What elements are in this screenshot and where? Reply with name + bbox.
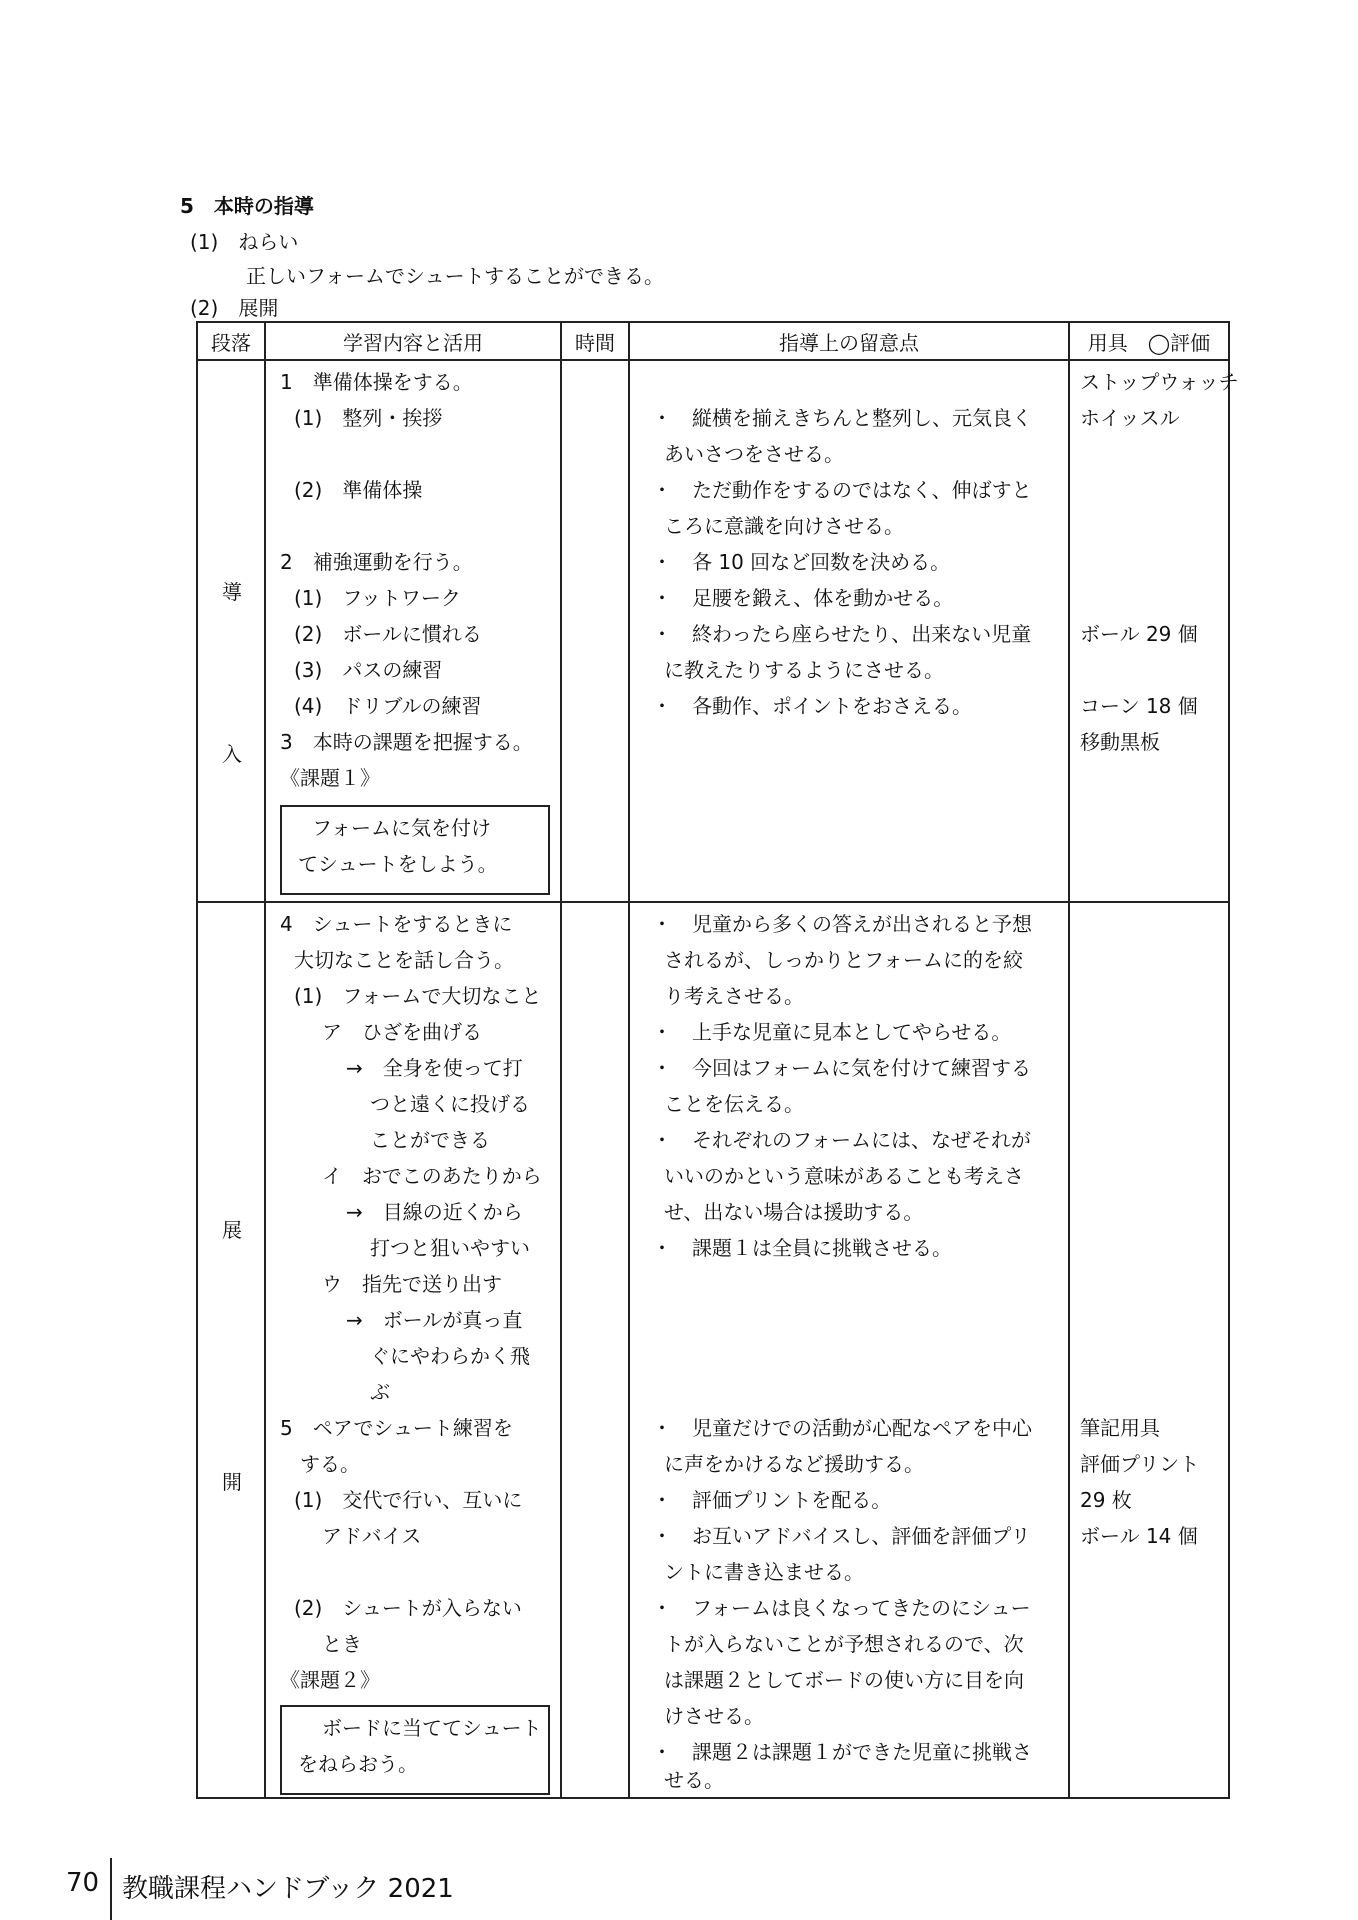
list-item: つと遠くに投げる — [370, 1092, 530, 1116]
task-2-line-2: をねらおう。 — [298, 1752, 418, 1776]
list-item: ・ フォームは良くなってきたのにシュー — [652, 1596, 1031, 1620]
stage-intro-char-1: 導 — [222, 580, 242, 604]
list-item: する。 — [300, 1452, 360, 1476]
list-item: ・ 各 10 回など回数を決める。 — [652, 550, 951, 574]
list-item: 1 準備体操をする。 — [280, 370, 473, 394]
list-item: 29 枚 — [1080, 1488, 1132, 1512]
list-item: → 全身を使って打 — [346, 1056, 523, 1080]
table-row-intro — [197, 360, 1229, 902]
list-item: 4 シュートをするときに — [280, 912, 513, 936]
list-item: ことができる — [370, 1128, 490, 1152]
header-time: 時間 — [561, 322, 629, 360]
list-item: (2) 準備体操 — [294, 478, 423, 502]
list-item: イ おでこのあたりから — [322, 1164, 542, 1188]
aim-text: 正しいフォームでシュートすることができる。 — [246, 264, 664, 288]
list-item: トが入らないことが予想されるので、次 — [664, 1632, 1024, 1656]
list-item: あいさつをさせる。 — [664, 442, 844, 466]
development-label: (2) 展開 — [190, 296, 279, 320]
list-item: (1) 整列・挨拶 — [294, 406, 443, 430]
list-item: されるが、しっかりとフォームに的を絞 — [664, 948, 1023, 972]
list-item: 打つと狙いやすい — [370, 1236, 530, 1260]
list-item: ・ 縦横を揃えきちんと整列し、元気良く — [652, 406, 1032, 430]
list-item: ぐにやわらかく飛 — [370, 1344, 530, 1368]
list-item: (2) ボールに慣れる — [294, 622, 482, 646]
list-item: 3 本時の課題を把握する。 — [280, 730, 533, 754]
list-item: ア ひざを曲げる — [322, 1020, 482, 1044]
list-item: ・ 児童から多くの答えが出されると予想 — [652, 912, 1032, 936]
footer-divider — [110, 1858, 112, 1920]
header-content: 学習内容と活用 — [265, 322, 561, 360]
list-item: ・ 足腰を鍛え、体を動かせる。 — [652, 586, 954, 610]
list-item: ・ ただ動作をするのではなく、伸ばすと — [652, 478, 1032, 502]
header-tools: 用具 ◯評価 — [1069, 322, 1229, 360]
time-cell-intro — [562, 361, 628, 901]
list-item: ントに書き込ませる。 — [664, 1560, 864, 1584]
list-item: ・ お互いアドバイスし、評価を評価プリ — [652, 1524, 1031, 1548]
task-1-label: 《課題１》 — [280, 766, 380, 790]
task-2-label: 《課題２》 — [280, 1668, 380, 1692]
table-row-development — [197, 902, 1229, 1798]
list-item: ボール 29 個 — [1080, 622, 1198, 646]
section-heading: 5 本時の指導 — [180, 194, 314, 218]
aim-label: (1) ねらい — [190, 230, 299, 254]
list-item: ホイッスル — [1080, 406, 1180, 430]
stage-intro-char-2: 入 — [222, 742, 242, 766]
table-header-row — [197, 322, 1229, 360]
list-item: ぶ — [370, 1380, 390, 1404]
list-item: り考えさせる。 — [664, 984, 804, 1008]
list-item: いいのかという意味があることも考えさ — [664, 1164, 1024, 1188]
list-item: (2) シュートが入らない — [294, 1596, 522, 1620]
list-item: せ、出ない場合は援助する。 — [664, 1200, 924, 1224]
lesson-plan-table — [196, 321, 1239, 1799]
list-item: ・ 課題１は全員に挑戦させる。 — [652, 1236, 952, 1260]
list-item: (1) 交代で行い、互いに — [294, 1488, 523, 1512]
list-item: に声をかけるなど援助する。 — [664, 1452, 924, 1476]
list-item: 5 ペアでシュート練習を — [280, 1416, 513, 1440]
task-1-box — [280, 805, 550, 895]
task-2-line-1: ボードに当ててシュート — [322, 1716, 542, 1740]
header-stage: 段落 — [197, 322, 265, 360]
stage-dev-char-2: 開 — [222, 1470, 242, 1494]
list-item: (1) フットワーク — [294, 586, 461, 610]
list-item: 大切なことを話し合う。 — [294, 948, 514, 972]
list-item: → 目線の近くから — [346, 1200, 523, 1224]
stage-dev-char-1: 展 — [222, 1218, 242, 1242]
list-item: ・ 児童だけでの活動が心配なペアを中心 — [652, 1416, 1032, 1440]
list-item: ・ 今回はフォームに気を付けて練習する — [652, 1056, 1031, 1080]
time-cell-development — [562, 903, 628, 1797]
list-item: ・ それぞれのフォームには、なぜそれが — [652, 1128, 1031, 1152]
list-item: (1) フォームで大切なこと — [294, 984, 542, 1008]
list-item: (4) ドリブルの練習 — [294, 694, 482, 718]
list-item: ・ 終わったら座らせたり、出来ない児童 — [652, 622, 1032, 646]
list-item: ボール 14 個 — [1080, 1524, 1198, 1548]
list-item: 移動黒板 — [1080, 730, 1160, 754]
list-item: 評価プリント — [1080, 1452, 1200, 1476]
list-item: せる。 — [664, 1768, 724, 1792]
list-item: 筆記用具 — [1080, 1416, 1160, 1440]
header-notes: 指導上の留意点 — [629, 322, 1069, 360]
task-2-box — [280, 1705, 550, 1795]
list-item: → ボールが真っ直 — [346, 1308, 523, 1332]
task-1-line-2: てシュートをしよう。 — [298, 852, 498, 876]
list-item: ・ 上手な児童に見本としてやらせる。 — [652, 1020, 1012, 1044]
list-item: (3) パスの練習 — [294, 658, 443, 682]
list-item: ・ 評価プリントを配る。 — [652, 1488, 892, 1512]
book-title: 教職課程ハンドブック 2021 — [122, 1874, 454, 1904]
task-1-line-1: フォームに気を付け — [312, 816, 491, 840]
list-item: は課題２としてボードの使い方に目を向 — [664, 1668, 1024, 1692]
list-item: とき — [322, 1632, 362, 1656]
list-item: ・ 各動作、ポイントをおさえる。 — [652, 694, 972, 718]
list-item: アドバイス — [322, 1524, 422, 1548]
list-item: ことを伝える。 — [664, 1092, 804, 1116]
list-item: ・ 課題２は課題１ができた児童に挑戦さ — [652, 1740, 1032, 1764]
list-item: コーン 18 個 — [1080, 694, 1198, 718]
page-number: 70 — [66, 1868, 100, 1898]
list-item: ストップウォッチ — [1080, 370, 1239, 394]
list-item: に教えたりするようにさせる。 — [664, 658, 944, 682]
list-item: ころに意識を向けさせる。 — [664, 514, 904, 538]
list-item: 2 補強運動を行う。 — [280, 550, 473, 574]
list-item: ウ 指先で送り出す — [322, 1272, 502, 1296]
list-item: けさせる。 — [664, 1704, 764, 1728]
